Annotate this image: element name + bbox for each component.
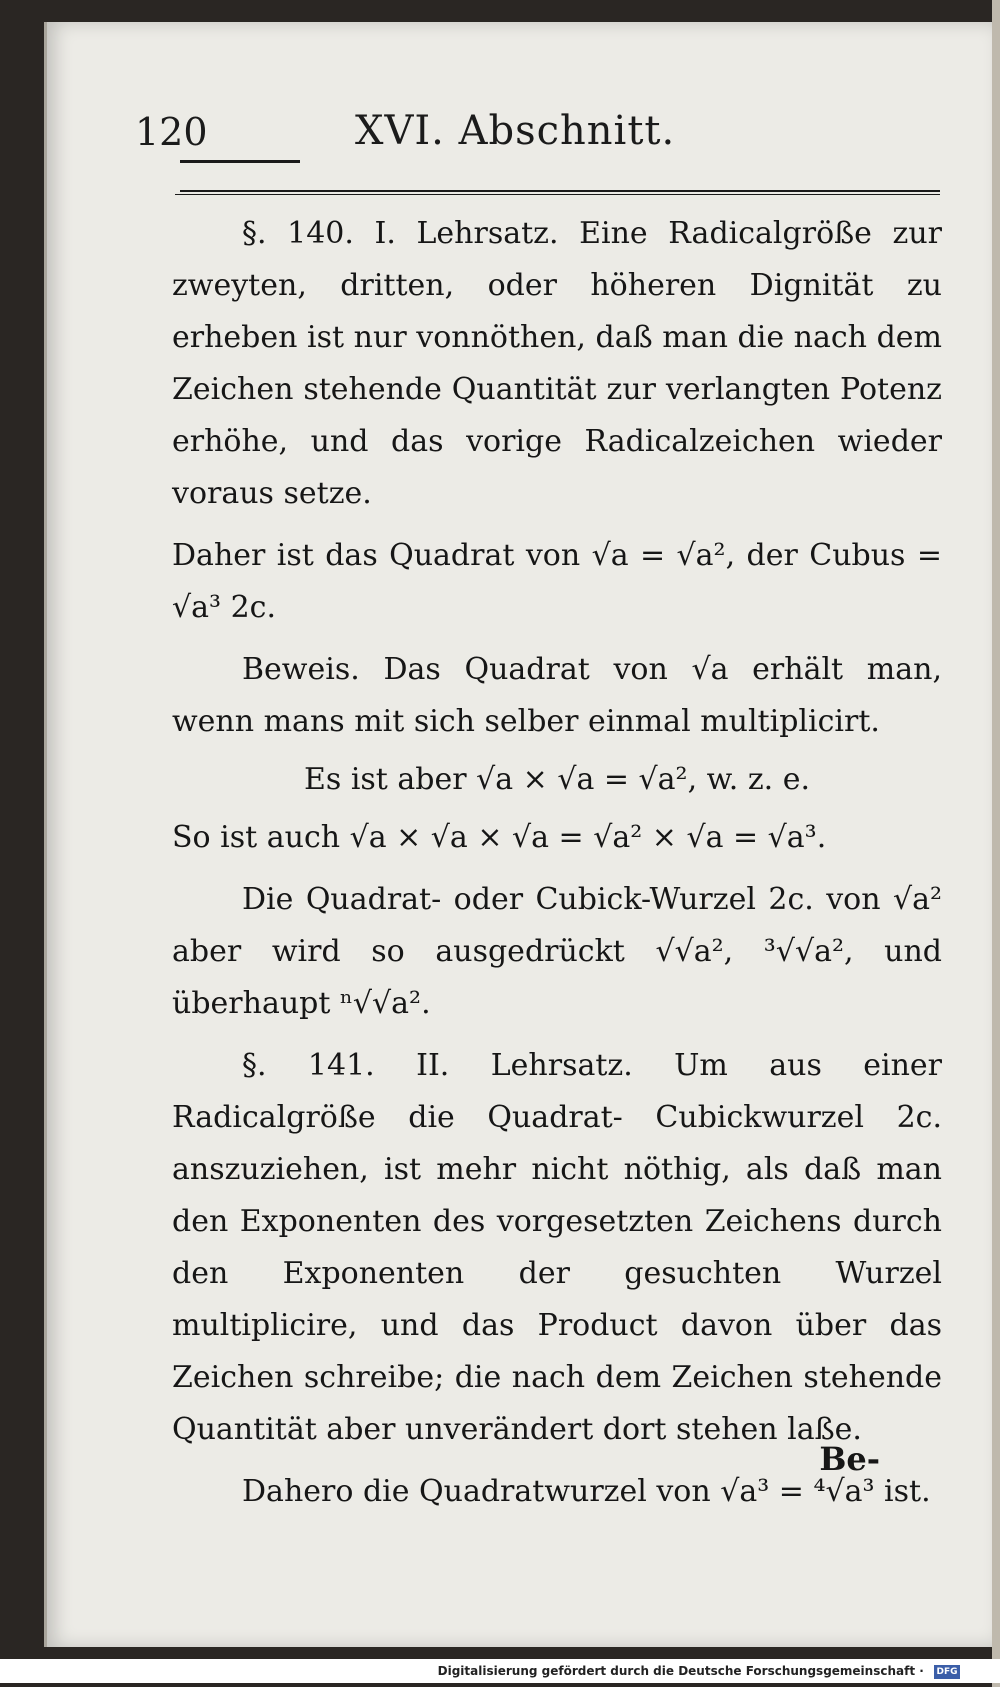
equation-1: Es ist aber √a × √a = √a², w. z. e. [303,762,810,797]
paragraph-wurzel: Die Quadrat- oder Cubick-Wurzel 2c. von √a² aber wird so ausgedrückt √√a², ³√√a², und überhaupt ⁿ√√a². [172,882,942,1021]
paragraph-beweis: Beweis. Das Quadrat von √a erhält man, wenn mans mit sich selber einmal multiplicirt. [172,652,942,739]
footer-credit [0,1659,1000,1683]
header-rule-thin [175,194,940,195]
page-header [135,92,935,154]
paragraph-141: §. 141. II. Lehrsatz. Um aus einer Radicalgröße die Quadrat- Cubickwurzel 2c. anszuziehen, ist mehr nicht nöthig, als daß man den Exponenten des vorgesetzten Zeichens durch den Exponenten der gesuchten Wurzel multiplicire, und das Product davon über das Zeichen schreibe; die nach dem Zeichen stehende Quantität aber unverändert dort stehen laße. [172,1048,942,1447]
paragraph-140: §. 140. I. Lehrsatz. Eine Radicalgröße zur zweyten, dritten, oder höheren Dignität zu erheben ist nur vonnöthen, daß man die nach dem Zeichen stehende Quantität zur verlangten Potenz erhöhe, und das vorige Radicalzeichen wieder voraus setze. [172,216,942,511]
catchword: Be- [819,1440,880,1478]
page-number: 120 [135,110,208,154]
header-rule [180,190,940,192]
page-edge [992,0,1000,1687]
dfg-logo-icon: DFG [934,1665,960,1679]
footer-text: Digitalisierung gefördert durch die Deutsche Forschungsgemeinschaft · [437,1664,924,1678]
equation-2: So ist auch √a × √a × √a = √a² × √a = √a³. [172,820,827,855]
running-head: XVI. Abschnitt. [355,108,676,154]
page-body [172,208,942,1518]
header-rule-short [180,160,300,163]
paragraph-daher: Daher ist das Quadrat von √a = √a², der Cubus = √a³ 2c. [172,538,942,625]
paragraph-dahero: Dahero die Quadratwurzel von √a³ = ⁴√a³ ist. [242,1474,931,1509]
